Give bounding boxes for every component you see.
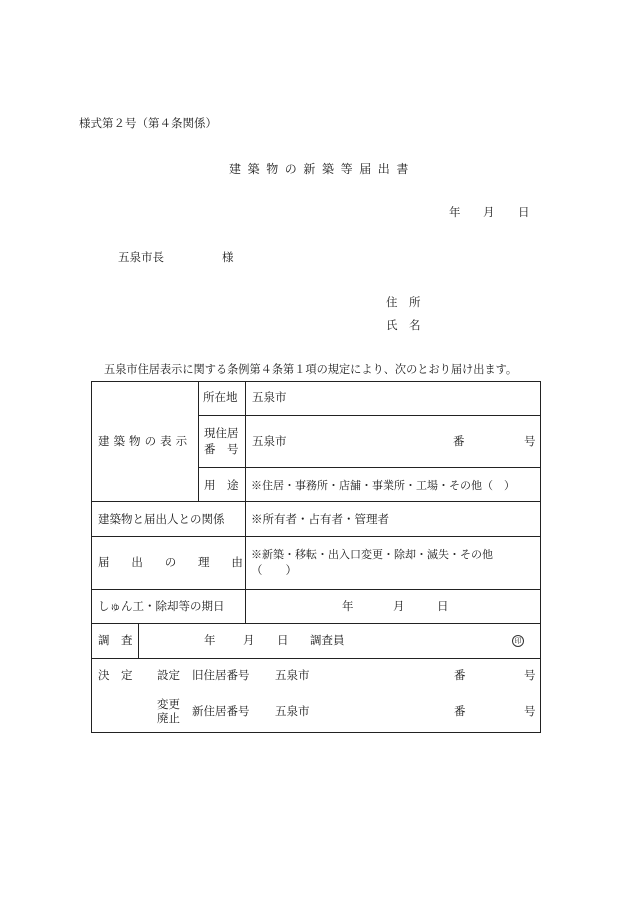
address-label: 住 所 bbox=[386, 295, 421, 309]
notification-form-table bbox=[91, 381, 541, 733]
surveyor-label: 調査員 bbox=[310, 633, 345, 647]
usage-label: 用 途 bbox=[204, 478, 239, 492]
survey-day: 日 bbox=[277, 633, 289, 647]
form-number: 様式第２号（第４条関係） bbox=[79, 116, 217, 130]
row-line bbox=[198, 467, 541, 468]
current-number-label: 現住居 bbox=[204, 426, 239, 440]
usage-value[interactable]: ※住居・事務所・店舗・事業所・工場・その他（ ） bbox=[251, 479, 515, 492]
table-border-top bbox=[91, 381, 541, 382]
relation-label: 建築物と届出人との関係 bbox=[98, 512, 225, 526]
date-year: 年 bbox=[449, 205, 461, 219]
document-title: 建築物の新築等届出書 bbox=[229, 162, 416, 176]
old-number-city[interactable]: 五泉市 bbox=[275, 668, 310, 682]
reason-label: 届出の理由 bbox=[98, 555, 265, 569]
table-border-bottom bbox=[91, 732, 541, 733]
name-label: 氏 名 bbox=[386, 318, 421, 332]
row-line bbox=[91, 589, 541, 590]
abolish-label: 廃止 bbox=[157, 711, 180, 725]
location-label: 所在地 bbox=[203, 390, 238, 404]
decision-label: 決 定 bbox=[98, 668, 133, 682]
intro-text: 五泉市住居表示に関する条例第４条第１項の規定により、次のとおり届け出ます。 bbox=[104, 363, 518, 376]
row-line bbox=[91, 536, 541, 537]
change-label: 変更 bbox=[157, 697, 180, 711]
survey-year: 年 bbox=[204, 633, 216, 647]
completion-month: 月 bbox=[393, 599, 405, 613]
new-number-ban: 番 bbox=[454, 704, 466, 718]
reason-value[interactable]: ※新築・移転・出入口変更・除却・滅失・その他 bbox=[251, 548, 493, 561]
building-display-label: 建築物の表示 bbox=[98, 434, 192, 448]
row-line bbox=[91, 623, 541, 624]
row-line bbox=[91, 501, 541, 502]
row-line bbox=[91, 658, 541, 659]
col-line bbox=[245, 381, 246, 623]
location-value[interactable]: 五泉市 bbox=[252, 390, 287, 404]
reason-paren[interactable]: （ ） bbox=[251, 563, 297, 577]
survey-label: 調 査 bbox=[98, 633, 133, 647]
setting-label: 設定 bbox=[157, 668, 180, 682]
new-number-label: 新住居番号 bbox=[192, 704, 250, 718]
old-number-label: 旧住居番号 bbox=[192, 668, 250, 682]
row-line bbox=[198, 415, 541, 416]
seal-mark: 印 bbox=[512, 635, 524, 647]
addressee: 五泉市長 bbox=[118, 250, 164, 264]
old-number-ban: 番 bbox=[454, 668, 466, 682]
relation-value[interactable]: ※所有者・占有者・管理者 bbox=[251, 512, 389, 526]
date-month: 月 bbox=[483, 205, 495, 219]
table-border-right bbox=[540, 381, 541, 733]
table-border-left bbox=[91, 381, 92, 733]
honorific: 様 bbox=[222, 250, 234, 264]
date-day: 日 bbox=[518, 205, 530, 219]
new-number-go: 号 bbox=[524, 704, 536, 718]
new-number-city[interactable]: 五泉市 bbox=[275, 704, 310, 718]
current-number-city[interactable]: 五泉市 bbox=[252, 434, 287, 448]
current-number-label: 番 号 bbox=[204, 442, 239, 456]
completion-year: 年 bbox=[342, 599, 354, 613]
completion-day: 日 bbox=[437, 599, 449, 613]
current-number-go: 号 bbox=[524, 434, 536, 448]
current-number-ban: 番 bbox=[453, 434, 465, 448]
col-line bbox=[198, 381, 199, 501]
col-line bbox=[138, 623, 139, 658]
old-number-go: 号 bbox=[524, 668, 536, 682]
survey-month: 月 bbox=[243, 633, 255, 647]
completion-date-label: しゅん工・除却等の期日 bbox=[98, 599, 225, 613]
